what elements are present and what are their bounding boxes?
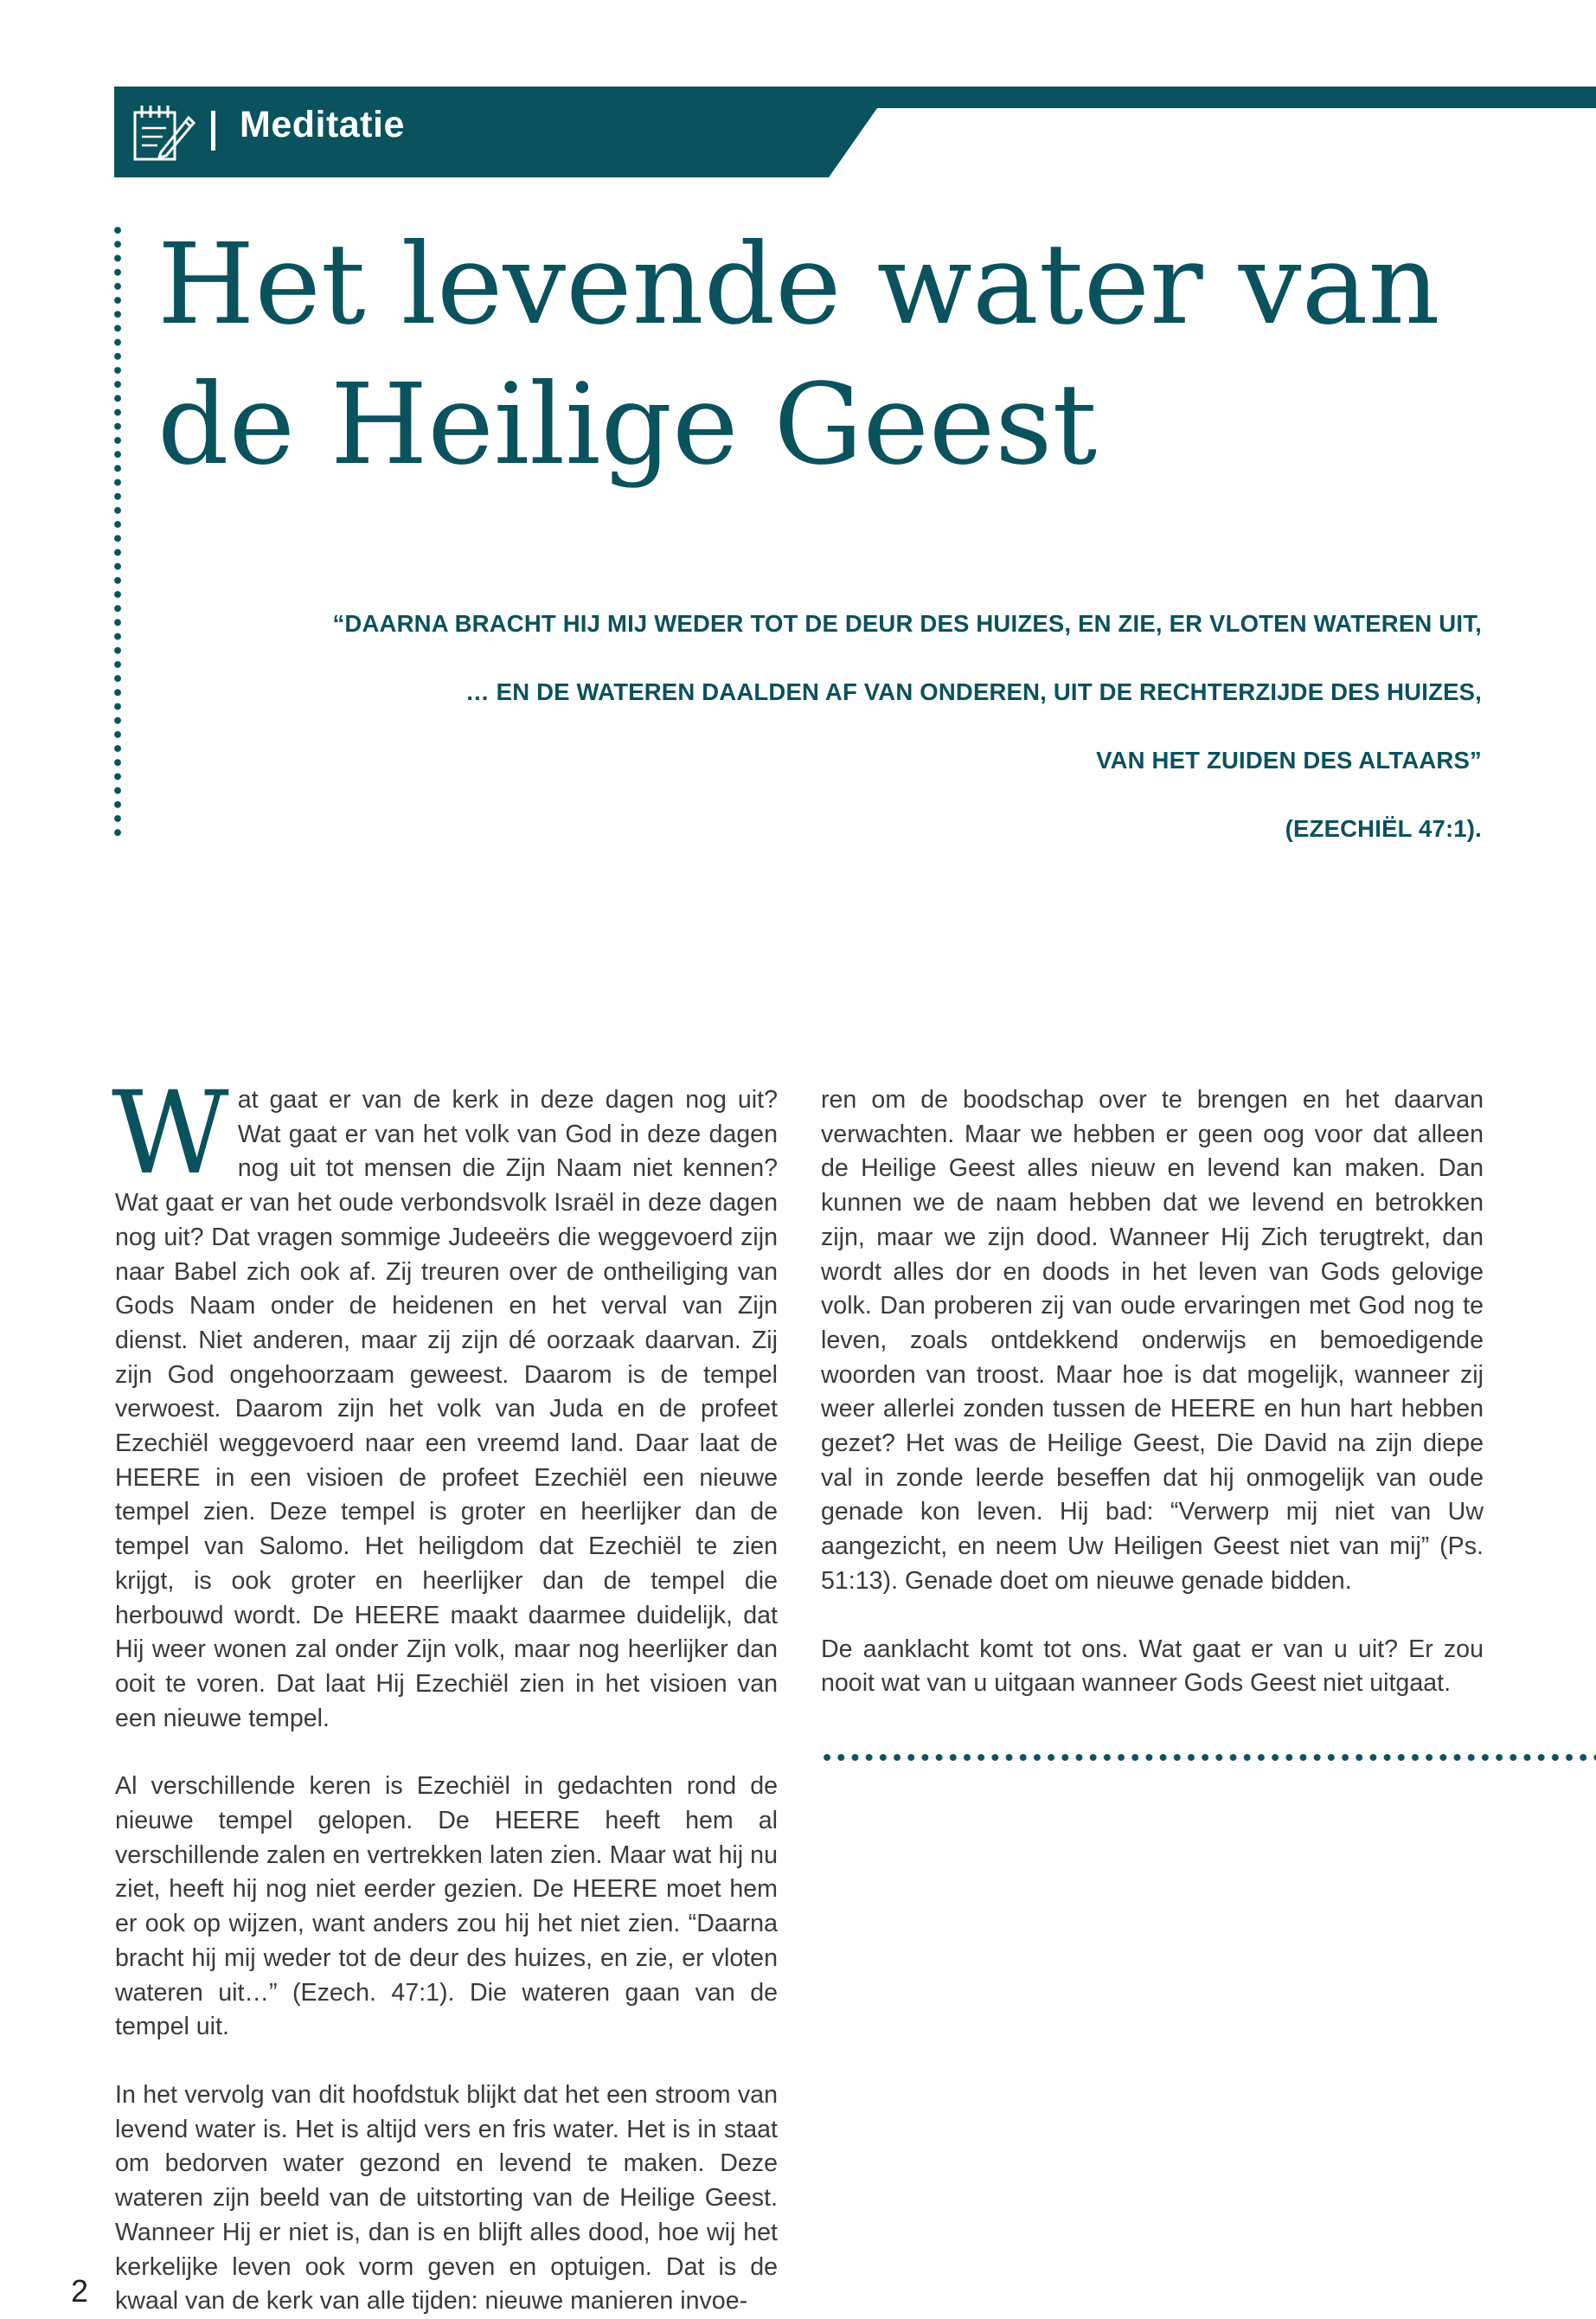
vertical-dotted-rule bbox=[113, 223, 122, 839]
page-number: 2 bbox=[71, 2273, 89, 2309]
article-title-line-1: Het levende water van bbox=[157, 220, 1440, 350]
drop-cap: W bbox=[112, 1067, 229, 1200]
horizontal-dotted-rule bbox=[820, 1752, 1596, 1763]
banner-separator bbox=[211, 111, 215, 151]
article-title-line-2: de Heilige Geest bbox=[157, 360, 1098, 490]
section-label: Meditatie bbox=[240, 104, 405, 145]
section-banner bbox=[114, 87, 1596, 177]
body-column-left bbox=[112, 1067, 778, 2319]
epigraph-line-3: VAN HET ZUIDEN DES ALTAARS” bbox=[1096, 747, 1482, 774]
body-paragraph: ren om de boodschap over te brengen en het daarvan verwachten. Maar we hebben er geen oog voor dat alleen de Heilige Geest alles nieuw en levend kan maken. Dan kunnen we de naam hebben dat we levend en betrokken zijn, maar we zijn dood. Wanneer Hij Zich terugtrekt, dan wordt alles dor en doods in het leven van Gods gelovige volk. Dan proberen zij van oude ervaringen met God nog te leven, zoals ontdekkend onderwijs en bemoedigende woorden van troost. Maar hoe is dat mogelijk, wanneer zij weer allerlei zonden tussen de HEERE en hun hart hebben gezet? Het was de Heilige Geest, Die David na zijn diepe val in zonde leerde beseffen dat hij onmogelijk van oude genade kon leven. Hij bad: “Verwerp mij niet van Uw aangezicht, en neem Uw Heiligen Geest niet van mij” (Ps. 51:13). Genade doet om nieuwe genade bidden. bbox=[821, 1086, 1484, 1595]
writing-notepad-icon bbox=[131, 102, 197, 163]
body-paragraph: De aanklacht komt tot ons. Wat gaat er van u uit? Er zou nooit wat van u uitgaan wanneer Gods Geest niet uitgaat. bbox=[821, 1635, 1484, 1698]
article-title bbox=[157, 215, 1455, 495]
epigraph-line-2: … EN DE WATEREN DAALDEN AF VAN ONDEREN, UIT DE RECHTERZIJDE DES HUIZES, bbox=[465, 678, 1482, 705]
epigraph-line-1: “DAARNA BRACHT HIJ MIJ WEDER TOT DE DEUR DES HUIZES, EN ZIE, ER VLOTEN WATEREN UIT, bbox=[332, 610, 1482, 637]
body-paragraph: In het vervolg van dit hoofdstuk blijkt dat het een stroom van levend water is. Het is altijd vers en fris water. Het is in staat om bedorven water gezond en levend te maken. Deze wateren zijn beeld van de uitstorting van de Heilige Geest. Wanneer Hij er niet is, dan is en blijft alles dood, hoe wij het kerkelijke leven ook vorm geven en optuigen. Dat is de kwaal van de kerk van alle tijden: nieuwe manieren invoe- bbox=[115, 2080, 778, 2316]
body-column-right bbox=[821, 1083, 1484, 1701]
body-paragraph-text: at gaat er van de kerk in deze dagen nog uit? Wat gaat er van het volk van God in deze dagen nog uit tot mensen die Zijn Naam niet kennen? Wat gaat er van het oude verbondsvolk Israël in deze dagen nog uit? Dat vragen sommige Judeeërs die weggevoerd zijn naar Babel zich ook af. Zij treuren over de ontheiliging van Gods Naam onder de heidenen en het verval van Zijn dienst. Niet anderen, maar zij zijn dé oorzaak daarvan. Zij zijn God ongehoorzaam geweest. Daarom is de tempel verwoest. Daarom zijn het volk van Juda en de profeet Ezechiël weggevoerd naar een vreemd land. Daar laat de HEERE in een visioen de profeet Ezechiël een nieuwe tempel zien. Deze tempel is groter en heerlijker dan de tempel van Salomo. Het heiligdom dat Ezechiël te zien krijgt, is ook groter en heerlijker dan de tempel die herbouwd wordt. De HEERE maakt daarmee duidelijk, dat Hij weer wonen zal onder Zijn volk, maar nog heerlijker dan ooit te voren. Dat laat Hij Ezechiël zien in het visioen van een nieuwe tempel. bbox=[115, 1086, 778, 1732]
body-paragraph bbox=[112, 1067, 778, 1736]
epigraph-reference: (EZECHIËL 47:1). bbox=[1285, 815, 1482, 842]
body-paragraph: Al verschillende keren is Ezechiël in gedachten rond de nieuwe tempel gelopen. De HEERE heeft hem al verschillende zalen en vertrekken laten zien. Maar wat hij nu ziet, heeft hij nog niet eerder gezien. De HEERE moet hem er ook op wijzen, want anders zou hij het niet zien. “Daarna bracht hij mij weder tot de deur des huizes, en zie, er vloten wateren uit…” (Ezech. 47:1). Die wateren gaan van de tempel uit. bbox=[115, 1772, 778, 2041]
